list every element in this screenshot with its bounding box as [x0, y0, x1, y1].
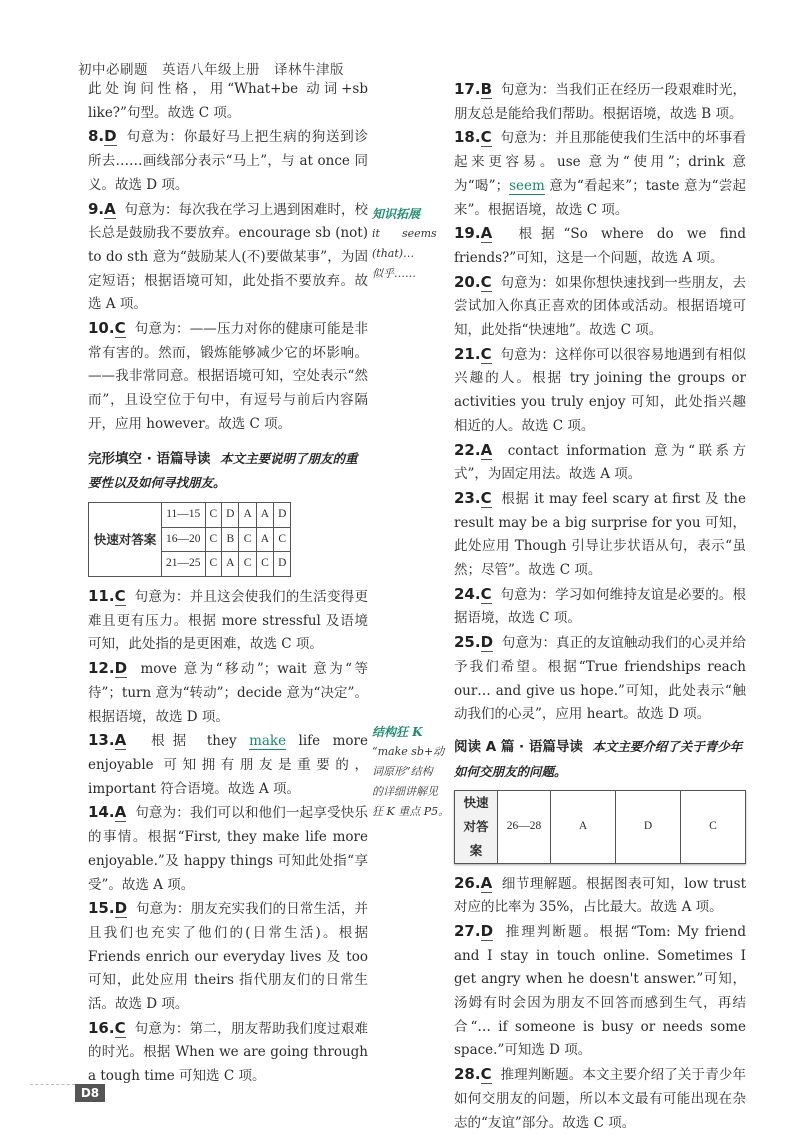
- answer-8: 8.D 句意为：你最好马上把生病的狗送到诊所去……画线部分表示“马上”，与 at once 同义。故选 D 项。: [88, 127, 368, 193]
- answer-cell: C: [205, 502, 222, 527]
- reading-section-title: 阅读 A 篇 · 语篇导读 本文主要介绍了关于青少年如何交朋友的问题。: [454, 738, 743, 779]
- answer-9: 9.A 句意为：每次我在学习上遇到困难时，校长总是鼓励我不要放弃。encourage sb (not) to do sth 意为“鼓励某人(不)要做某事”，为固定短语；根据语境可知，此处指不要放弃。故选 A 项。: [88, 199, 368, 313]
- side-note-line: 狂 K 重点 P5。: [372, 805, 450, 818]
- answer-18: 18.C 句意为：并且那能使我们生活中的坏事看起来更容易。use 意为“使用”；drink 意为“喝”；seem 意为“看起来”；taste 意为“尝起来”。根据语境，故选 C 项。: [454, 128, 747, 218]
- answer-11: 11.C 句意为：并且这会使我们的生活变得更难且更有压力。根据 more stressful 及语境可知，此处指的是更困难，故选 C 项。: [88, 587, 368, 653]
- page-number: D8: [75, 1084, 105, 1102]
- answer-17: 17.B 句意为：当我们正在经历一段艰难时光，朋友总是能给我们帮助。根据语境，故选 B 项。: [454, 80, 746, 122]
- page-header: 初中必刷题 英语八年级上册 译林牛津版: [78, 62, 344, 78]
- range-cell: 26—28: [498, 791, 551, 863]
- answer-cell: B: [222, 527, 239, 552]
- range-cell: 16—20: [162, 527, 206, 552]
- answer-cell: A: [239, 502, 256, 527]
- answer-16: 16.C 句意为：第二，朋友帮助我们度过艰难的时光。根据 When we are going through a tough time 可知选 C 项。: [88, 1018, 368, 1085]
- answer-28: 28.C 推理判断题。本文主要介绍了关于青少年如何交朋友的问题，所以本文最有可能出现在杂志的“友谊”部分。故选 C 项。: [454, 1065, 747, 1131]
- range-cell: 21—25: [162, 552, 206, 577]
- page-footer-line: [30, 1084, 75, 1085]
- side-note-line: “make sb+动: [372, 745, 445, 758]
- answer-19: 19.A 根据“So where do we find friends?”可知，这是一个问题，故选 A 项。: [454, 224, 746, 266]
- answer-13: 13.A 根据 they make life more enjoyable 可知拥有朋友是重要的，important 符合语境。故选 A 项。: [88, 731, 368, 797]
- answer-20: 20.C 句意为：如果你想快速找到一些朋友，去尝试加入你真正喜欢的团体或活动。根据语境可知，此处指“快速地”。故选 C 项。: [454, 272, 747, 339]
- left-column: [88, 78, 368, 1089]
- quick-answer-label: 快速对答案: [455, 791, 498, 863]
- side-note-line: 的详细讲解见: [372, 785, 438, 798]
- quick-answer-label: 快速对答案: [89, 502, 162, 576]
- cloze-section-title: 完形填空 · 语篇导读 本文主要说明了朋友的重要性以及如何寻找朋友。: [88, 450, 358, 491]
- answer-cell: D: [222, 502, 239, 527]
- answer-15: 15.D 句意为：朋友充实我们的日常生活，并且我们也充实了他们的(日常生活)。根据 Friends enrich our everyday lives 及 too 可知，此处应用 theirs 指代朋友们的日常生活。故选 D 项。: [88, 899, 368, 1013]
- side-note-line: 似乎……: [372, 267, 416, 280]
- answer-24: 24.C 句意为：学习如何维持友谊是必要的。根据语境，故选 C 项。: [454, 584, 747, 627]
- side-note-line: it seems: [372, 227, 437, 240]
- answer-26: 26.A 细节理解题。根据图表可知，low trust 对应的比率为 35%，占比最大。故选 A 项。: [454, 873, 746, 916]
- answer-21: 21.C 句意为：这样你可以很容易地遇到有相似兴趣的人。根据 try joining the groups or activities you truly enjoy 可知，此处指兴趣相近的人。故选 C 项。: [454, 344, 747, 434]
- answer-cell: D: [274, 552, 291, 577]
- answer-12: 12.D move 意为“移动”；wait 意为“等待”；turn 意为“转动”；decide 意为“决定”。根据语境，故选 D 项。: [88, 659, 368, 725]
- range-cell: 11—15: [162, 502, 206, 527]
- answer-cell: C: [205, 527, 222, 552]
- answer-cell: C: [681, 791, 746, 863]
- side-note-line: (that)…: [372, 247, 415, 260]
- answer-23: 23.C 根据 it may feel scary at first 及 the result may be a big surprise for you 可知，此处应用 Though 引导让步状语从句，表示“虽然；尽管”。故选 C 项。: [454, 488, 746, 579]
- side-note-title: 结构狂 K: [372, 725, 423, 739]
- answer-cell: C: [256, 552, 273, 577]
- side-note-knowledge: [372, 204, 448, 284]
- answer-27: 27.D 推理判断题。根据“Tom: My friend and I stay in touch online. Sometimes I get angry when he doesn't answer.”可知，汤姆有时会因为朋友不回答而感到生气，再结合“… if someone is busy or needs some space.”可知选 D 项。: [454, 921, 746, 1059]
- answer-cell: C: [239, 527, 256, 552]
- highlight-seem: seem: [509, 177, 545, 194]
- answer-cell: C: [274, 527, 291, 552]
- right-column: [454, 78, 746, 1135]
- answer-cell: D: [616, 791, 681, 863]
- answer-cell: D: [274, 502, 291, 527]
- side-note-line: 词原形”结构: [372, 765, 433, 778]
- side-note-title: 知识拓展: [372, 207, 421, 221]
- answer-cell: A: [222, 552, 239, 577]
- answer-10: 10.C 句意为：——压力对你的健康可能是非常有害的。然而，锻炼能够减少它的坏影响。——我非常同意。根据语境可知，空处表示“然而”，且设空位于句中，有逗号与前后内容隔开，应用 however。故选 C 项。: [88, 319, 368, 432]
- answer-14: 14.A 句意为：我们可以和他们一起享受快乐的事情。根据“First, they make life more enjoyable.”及 happy things 可知此处指“享受”。故选 A 项。: [88, 803, 368, 893]
- answer-explanation: 此处询问性格，用“What+be 动词+sb like?”句型。故选 C 项。: [88, 81, 368, 121]
- answer-cell: A: [256, 502, 273, 527]
- answer-25: 25.D 句意为：真正的友谊触动我们的心灵并给予我们希望。根据“True friendships reach our… and give us hope.”可知，此处表示“触动我们的心灵”，应用 heart。故选 D 项。: [454, 633, 746, 723]
- answer-cell: A: [256, 527, 273, 552]
- answer-22: 22.A contact information 意为“联系方式”，为固定用法。故选 A 项。: [454, 440, 746, 483]
- answer-cell: C: [239, 552, 256, 577]
- answer-cell: C: [205, 552, 222, 577]
- side-note-structure: [372, 722, 452, 822]
- highlight-make: make: [249, 733, 287, 750]
- reading-answer-table: [454, 790, 746, 863]
- answer-cell: A: [551, 791, 616, 863]
- cloze-answer-table: [88, 502, 291, 577]
